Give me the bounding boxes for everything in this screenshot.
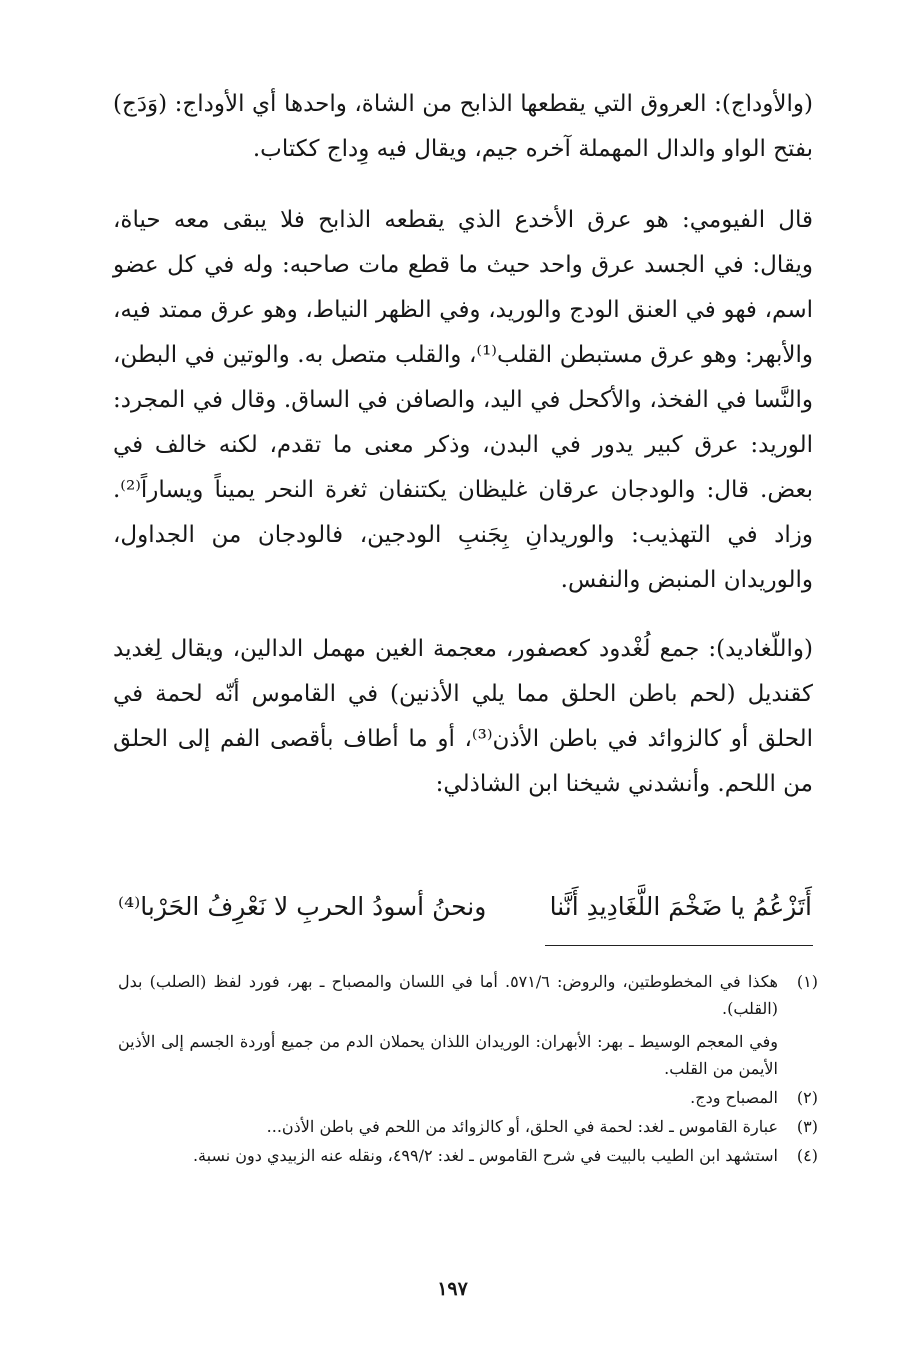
footnotes (118, 968, 818, 1171)
footnote-3 (118, 1113, 818, 1140)
verse-second-hemistich: ونحنُ أسودُ الحربِ لا نَعْرِفُ الحَرْبا⁽⁴⁾ (118, 892, 487, 921)
footnote-text: المصباح ودج. (690, 1088, 778, 1107)
poem-verse (118, 882, 812, 932)
footnote-1 (118, 968, 818, 1022)
paragraph-awdaj: (والأوداج): العروق التي يقطعها الذابح من الشاة، واحدها أي الأوداج: (وَدَج) بفتح الواو والدال المهملة آخره جيم، ويقال فيه وِداج ككتاب. (113, 91, 813, 162)
main-text (113, 82, 813, 821)
footnote-number: (٤) (796, 1146, 818, 1165)
page-number: ١٩٧ (437, 1278, 468, 1300)
footnote-number: (٢) (796, 1088, 818, 1107)
verse-first-hemistich: أَتَزْعُمُ يا ضَخْمَ اللَّغَادِيدِ أَنَّنا (549, 892, 812, 921)
footnote-separator (545, 945, 813, 946)
footnote-text: استشهد ابن الطيب بالبيت في شرح القاموس ـ لغد: ٤٩٩/٢، ونقله عنه الزبيدي دون نسبة. (192, 1146, 778, 1165)
footnote-text: عبارة القاموس ـ لغد: لحمة في الحلق، أو كالزوائد من اللحم في باطن الأذن... (266, 1117, 778, 1136)
footnote-1-continued (118, 1028, 818, 1082)
footnote-number: (٣) (796, 1117, 818, 1136)
footnote-2 (118, 1084, 818, 1111)
footnote-4 (118, 1142, 818, 1169)
footnote-number (778, 1028, 818, 1082)
paragraph-fayyumi: قال الفيومي: هو عرق الأخدع الذي يقطعه الذابح فلا يبقى معه حياة، ويقال: في الجسد عرق واحد حيث ما قطع مات صاحبه: وله في كل عضو اسم، فهو في العنق الودج والوريد، وفي الظهر النياط، وهو عرق ممتد فيه، والأبهر: وهو عرق مستبطن القلب⁽¹⁾، والقلب متصل به. والوتين في البطن، والنَّسا في الفخذ، والأكحل في اليد، والصافن في الساق. وقال في المجرد: الوريد: عرق كبير يدور في البدن، وذكر معنى ما تقدم، لكنه خالف في بعض. قال: والودجان عرقان غليظان يكتنفان ثغرة النحر يميناً ويساراً⁽²⁾. وزاد في التهذيب: والوريدانِ بِجَنبِ الودجين، فالودجان من الجداول، والوريدان المنبض والنفس. (113, 207, 813, 593)
paragraph-lughadid: (واللّغاديد): جمع لُغْدود كعصفور، معجمة الغين مهمل الدالين، ويقال لِغديد كقنديل (لحم باطن الحلق مما يلي الأذنين) في القاموس أنّه لحمة في الحلق أو كالزوائد في باطن الأذن⁽³⁾، أو ما أطاف بأقصى الفم إلى الحلق من اللحم. وأنشدني شيخنا ابن الشاذلي: (113, 636, 813, 797)
footnote-text: هكذا في المخطوطتين، والروض: ٥٧١/٦. أما في اللسان والمصباح ـ بهر، فورد لفظ (الصلب) بدل (القلب). (118, 972, 778, 1018)
footnote-number: (١) (796, 972, 818, 991)
footnote-text: وفي المعجم الوسيط ـ بهر: الأبهران: الوريدان اللذان يحملان الدم من جميع أوردة الجسم إلى الأذين الأيمن من القلب. (118, 1032, 778, 1078)
